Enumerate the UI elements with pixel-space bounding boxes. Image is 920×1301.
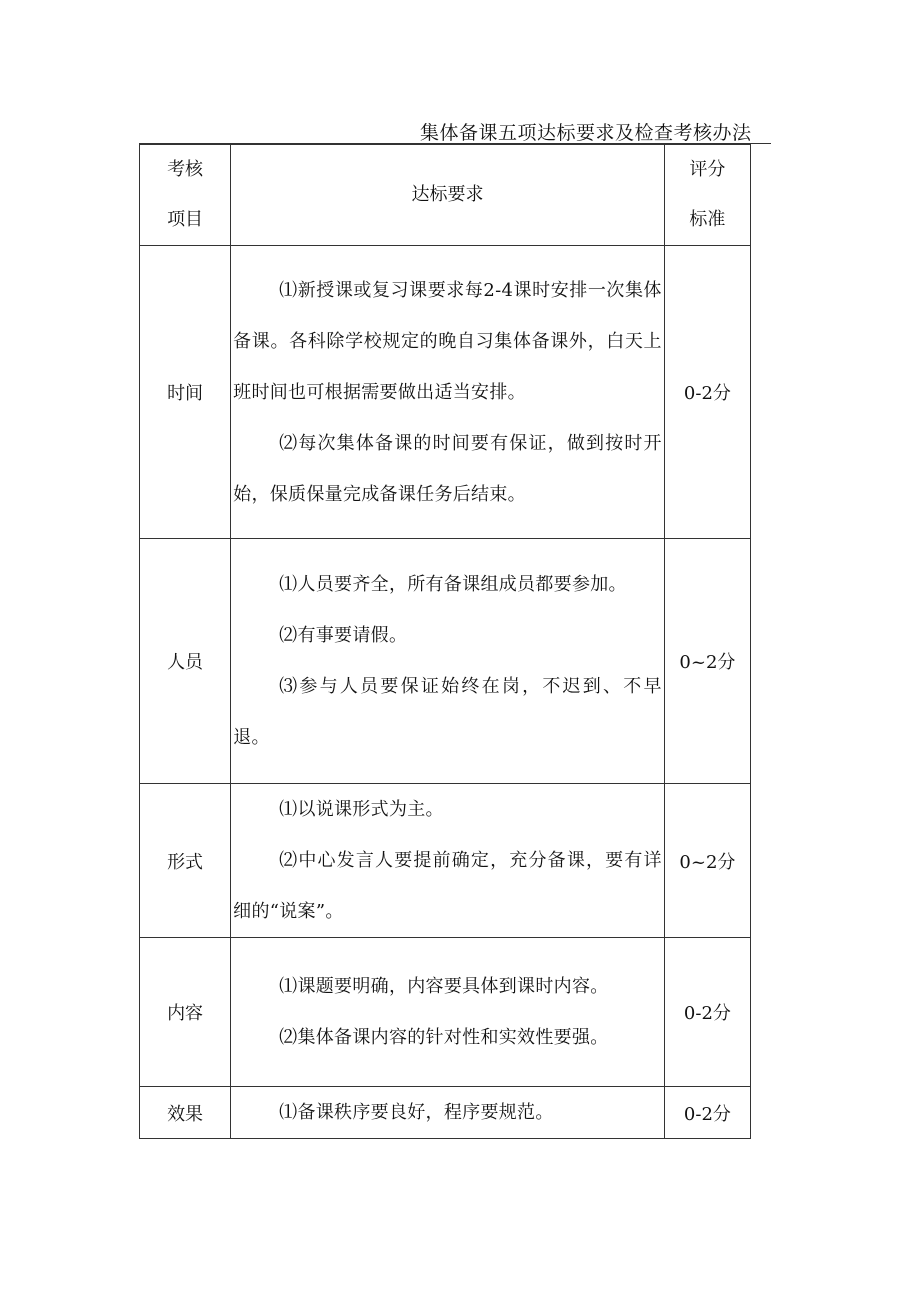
row-requirements — [231, 938, 665, 1087]
row-score: 0-2分 — [664, 246, 750, 539]
header-score — [664, 145, 750, 246]
requirement-text: ⑵每次集体备课的时间要有保证，做到按时开始，保质保量完成备课任务后结束。 — [233, 432, 662, 505]
row-item: 内容 — [140, 938, 231, 1087]
row-item: 效果 — [140, 1087, 231, 1139]
document-title: 集体备课五项达标要求及检查考核办法 — [420, 122, 752, 144]
row-requirements — [231, 539, 665, 784]
header-score-line1: 评分 — [689, 159, 726, 180]
requirement-text: ⑶参与人员要保证始终在岗，不迟到、不早退。 — [233, 676, 662, 748]
header-score-line2: 标准 — [689, 209, 726, 230]
table-row — [140, 1087, 751, 1139]
header-item-line2: 项目 — [167, 209, 204, 230]
table-row — [140, 784, 751, 938]
requirement-text: ⑴以说课形式为主。 — [279, 799, 444, 820]
row-item: 人员 — [140, 539, 231, 784]
row-score: 0-2分 — [664, 938, 750, 1087]
requirement-text: ⑵中心发言人要提前确定，充分备课，要有详细的“说案”。 — [233, 850, 662, 922]
requirement-text: ⑴人员要齐全，所有备课组成员都要参加。 — [279, 574, 627, 595]
requirement-text: ⑴新授课或复习课要求每2-4课时安排一次集体备课。各科除学校规定的晚自习集体备课外，白天上班时间也可根据需要做出适当安排。 — [233, 279, 662, 403]
assessment-table — [139, 144, 751, 1139]
row-requirements — [231, 1087, 665, 1139]
row-score: 0~2分 — [664, 784, 750, 938]
header-item-line1: 考核 — [167, 159, 204, 180]
header-item — [140, 145, 231, 246]
requirement-text: ⑵集体备课内容的针对性和实效性要强。 — [279, 1027, 609, 1048]
requirement-text: ⑴备课秩序要良好，程序要规范。 — [279, 1102, 554, 1123]
row-item: 形式 — [140, 784, 231, 938]
table-row — [140, 938, 751, 1087]
requirement-text: ⑵有事要请假。 — [279, 625, 408, 646]
header-requirement — [231, 145, 665, 246]
row-requirements — [231, 784, 665, 938]
table-row — [140, 539, 751, 784]
row-score: 0-2分 — [664, 1087, 750, 1139]
row-score: 0~2分 — [664, 539, 750, 784]
requirement-text: ⑴课题要明确，内容要具体到课时内容。 — [279, 976, 609, 997]
row-requirements — [231, 246, 665, 539]
header-requirement-label: 达标要求 — [411, 184, 484, 205]
row-item: 时间 — [140, 246, 231, 539]
table-row — [140, 246, 751, 539]
table-header-row — [140, 145, 751, 246]
